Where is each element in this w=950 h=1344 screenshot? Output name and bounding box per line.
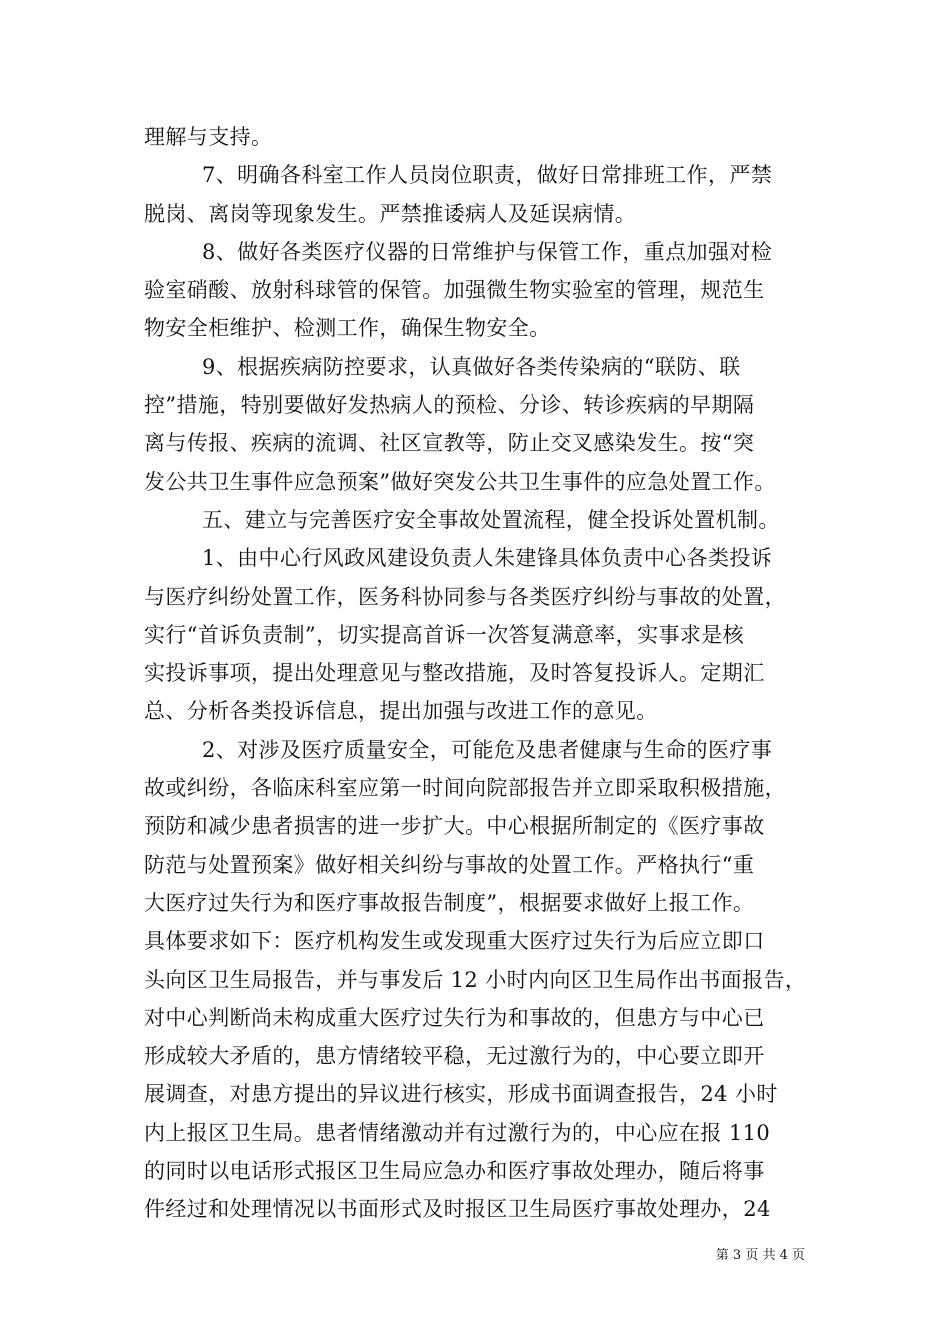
text-line: 实投诉事项，提出处理意见与整改措施，及时答复投诉人。定期汇 [144, 661, 765, 686]
text-line: 防范与处置预案》做好相关纠纷与事故的处置工作。严格执行“重 [144, 852, 755, 877]
text-line: 大医疗过失行为和医疗事故报告制度”，根据要求做好上报工作。 [144, 890, 755, 915]
body-text [144, 118, 810, 1229]
text-line: 形成较大矛盾的，患方情绪较平稳，无过激行为的，中心要立即开 [144, 1044, 765, 1069]
text-line: 的同时以电话形式报区卫生局应急办和医疗事故处理办，随后将事 [144, 1159, 765, 1184]
text-line: 验室硝酸、放射科球管的保管。加强微生物实验室的管理，规范生 [144, 278, 765, 303]
text-line: 1、由中心行风政风建设负责人朱建锋具体负责中心各类投诉 [202, 546, 773, 571]
page-number-footer: 第 3 页 共 4 页 [715, 1248, 805, 1263]
text-line: 与医疗纠纷处置工作，医务科协同参与各类医疗纠纷与事故的处置， [144, 584, 786, 609]
text-line: 具体要求如下：医疗机构发生或发现重大医疗过失行为后应立即口 [144, 929, 765, 954]
text-line: 头向区卫生局报告，并与事发后 12 小时内向区卫生局作出书面报告， [144, 967, 807, 992]
text-line: 五、建立与完善医疗安全事故处置流程，健全投诉处置机制。 [202, 507, 780, 532]
text-line: 9、根据疾病防控要求，认真做好各类传染病的“联防、联 [202, 354, 741, 379]
text-line: 8、做好各类医疗仪器的日常维护与保管工作，重点加强对检 [202, 239, 773, 264]
text-line: 内上报区卫生局。患者情绪激动并有过激行为的，中心应在报 110 [144, 1120, 771, 1145]
text-line: 离与传报、疾病的流调、社区宣教等，防止交叉感染发生。按“突 [144, 431, 755, 456]
text-line: 总、分析各类投诉信息，提出加强与改进工作的意见。 [144, 699, 658, 724]
text-line: 对中心判断尚未构成重大医疗过失行为和事故的，但患方与中心已 [144, 1005, 765, 1030]
text-line: 物安全柜维护、检测工作，确保生物安全。 [144, 316, 551, 341]
text-line: 脱岗、离岗等现象发生。严禁推诿病人及延误病情。 [144, 201, 637, 226]
text-line: 发公共卫生事件应急预案”做好突发公共卫生事件的应急处置工作。 [144, 469, 776, 494]
text-line: 展调查，对患方提出的异议进行核实，形成书面调查报告，24 小时 [144, 1082, 778, 1107]
text-line: 预防和减少患者损害的进一步扩大。中心根据所制定的《医疗事故 [144, 814, 765, 839]
text-line: 控”措施，特别要做好发热病人的预检、分诊、转诊疾病的早期隔 [144, 393, 755, 418]
text-line: 2、对涉及医疗质量安全，可能危及患者健康与生命的医疗事 [202, 737, 773, 762]
text-line: 故或纠纷，各临床科室应第一时间向院部报告并立即采取积极措施， [144, 776, 786, 801]
text-line: 7、明确各科室工作人员岗位职责，做好日常排班工作，严禁 [202, 163, 773, 188]
text-line: 实行“首诉负责制”，切实提高首诉一次答复满意率，实事求是核 [144, 622, 745, 647]
text-line: 理解与支持。 [144, 125, 273, 149]
text-line: 件经过和处理情况以书面形式及时报区卫生局医疗事故处理办，24 [144, 1197, 771, 1222]
